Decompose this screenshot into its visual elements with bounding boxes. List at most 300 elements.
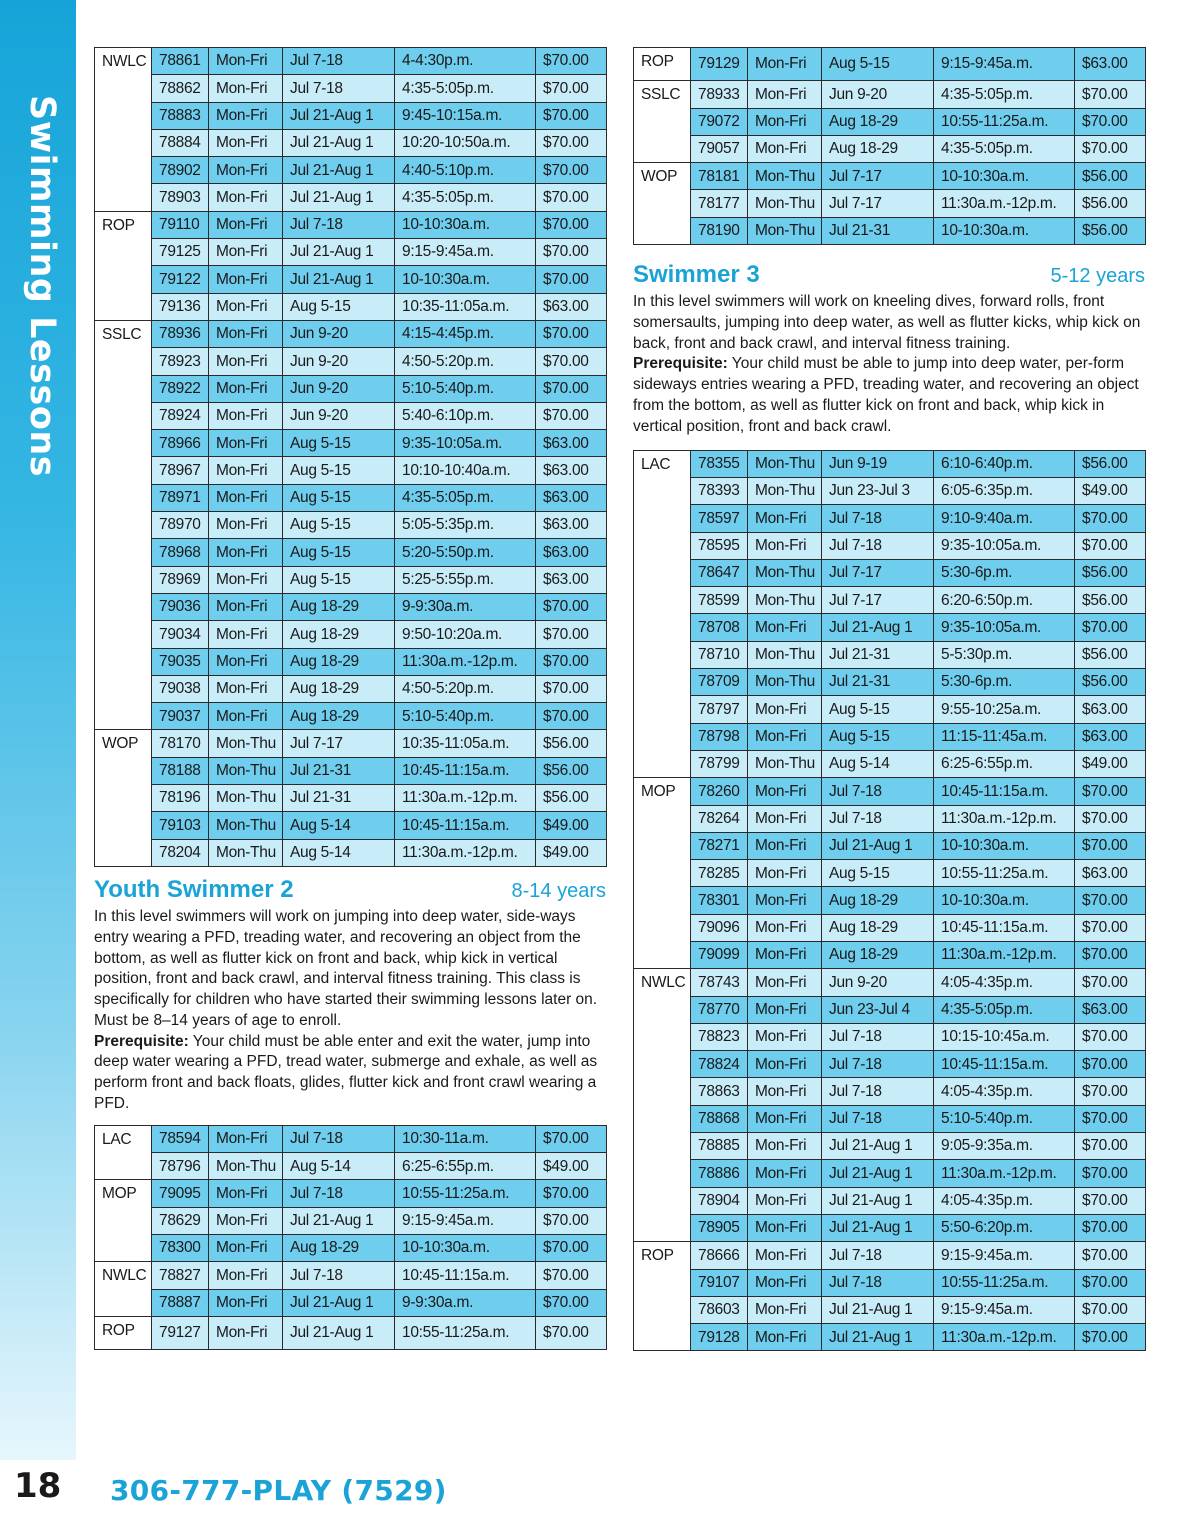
table-row: [634, 1133, 1146, 1160]
table-row: [95, 785, 607, 812]
course-code-cell: 78301: [691, 887, 748, 914]
days-cell: Mon-Fri: [748, 1023, 822, 1050]
table-row: [95, 48, 607, 75]
table-row: [95, 375, 607, 402]
time-cell: 10:30-11a.m.: [395, 1125, 536, 1152]
table-row: [634, 505, 1146, 532]
days-cell: Mon-Fri: [209, 157, 283, 184]
time-cell: 10:45-11:15a.m.: [934, 1051, 1075, 1078]
table-row: [634, 135, 1146, 162]
days-cell: Mon-Fri: [748, 1078, 822, 1105]
youth-swimmer-2-header: [94, 876, 606, 904]
time-cell: 4:50-5:20p.m.: [395, 675, 536, 702]
table-row: [634, 1242, 1146, 1269]
location-cell: WOP: [634, 163, 691, 245]
days-cell: Mon-Fri: [748, 1051, 822, 1078]
days-cell: Mon-Fri: [748, 914, 822, 941]
section-age: 5-12 years: [1050, 265, 1145, 288]
time-cell: 10:55-11:25a.m.: [934, 108, 1075, 135]
course-code-cell: 79035: [152, 648, 209, 675]
fee-cell: $56.00: [1075, 587, 1146, 614]
days-cell: Mon-Fri: [748, 1160, 822, 1187]
table-row: [634, 1160, 1146, 1187]
time-cell: 5:40-6:10p.m.: [395, 402, 536, 429]
course-code-cell: 78603: [691, 1296, 748, 1323]
table-row: [634, 1296, 1146, 1323]
dates-cell: Jul 7-18: [822, 1078, 934, 1105]
section-age: 8-14 years: [511, 879, 606, 902]
table-row: [634, 81, 1146, 108]
course-code-cell: 78393: [691, 477, 748, 504]
table-row: [634, 163, 1146, 190]
time-cell: 9:15-9:45a.m.: [934, 1296, 1075, 1323]
course-code-cell: 78647: [691, 559, 748, 586]
course-code-cell: 78177: [691, 190, 748, 217]
schedule-table-swimmer-3: [633, 450, 1146, 1352]
time-cell: 11:30a.m.-12p.m.: [934, 190, 1075, 217]
dates-cell: Jun 9-19: [822, 450, 934, 477]
time-cell: 9:50-10:20a.m.: [395, 621, 536, 648]
fee-cell: $63.00: [536, 430, 607, 457]
time-cell: 10:35-11:05a.m.: [395, 730, 536, 757]
dates-cell: Jul 7-18: [822, 1023, 934, 1050]
days-cell: Mon-Fri: [209, 539, 283, 566]
sidebar-title: Swimming Lessons: [22, 95, 62, 478]
course-code-cell: 78966: [152, 430, 209, 457]
dates-cell: Jun 9-20: [283, 348, 395, 375]
dates-cell: Jul 21-Aug 1: [283, 239, 395, 266]
course-code-cell: 78933: [691, 81, 748, 108]
course-code-cell: 78885: [691, 1133, 748, 1160]
course-code-cell: 78796: [152, 1153, 209, 1180]
dates-cell: Jul 21-Aug 1: [822, 1133, 934, 1160]
fee-cell: $70.00: [536, 102, 607, 129]
left-column: [94, 47, 606, 1350]
location-cell: ROP: [634, 1242, 691, 1351]
course-code-cell: 78936: [152, 320, 209, 347]
dates-cell: Jul 21-Aug 1: [822, 614, 934, 641]
time-cell: 9-9:30a.m.: [395, 593, 536, 620]
course-code-cell: 78260: [691, 778, 748, 805]
course-code-cell: 78862: [152, 75, 209, 102]
course-code-cell: 78204: [152, 839, 209, 866]
table-row: [95, 184, 607, 211]
fee-cell: $70.00: [1075, 1133, 1146, 1160]
time-cell: 5:10-5:40p.m.: [934, 1105, 1075, 1132]
time-cell: 4:50-5:20p.m.: [395, 348, 536, 375]
fee-cell: $70.00: [1075, 1269, 1146, 1296]
fee-cell: $63.00: [536, 457, 607, 484]
dates-cell: Jul 21-31: [283, 785, 395, 812]
table-row: [95, 839, 607, 866]
days-cell: Mon-Fri: [209, 1180, 283, 1207]
table-row: [95, 1180, 607, 1207]
fee-cell: $70.00: [536, 703, 607, 730]
dates-cell: Aug 5-15: [822, 48, 934, 81]
course-code-cell: 78285: [691, 860, 748, 887]
course-code-cell: 79122: [152, 266, 209, 293]
table-row: [95, 1125, 607, 1152]
phone-number: 306-777-PLAY (7529): [110, 1474, 447, 1507]
fee-cell: $70.00: [1075, 1051, 1146, 1078]
dates-cell: Aug 18-29: [822, 942, 934, 969]
fee-cell: $70.00: [1075, 1296, 1146, 1323]
course-code-cell: 79096: [691, 914, 748, 941]
time-cell: 4:40-5:10p.m.: [395, 157, 536, 184]
table-row: [95, 675, 607, 702]
days-cell: Mon-Fri: [209, 1289, 283, 1316]
fee-cell: $70.00: [1075, 969, 1146, 996]
dates-cell: Jul 21-Aug 1: [822, 1324, 934, 1351]
time-cell: 6:20-6:50p.m.: [934, 587, 1075, 614]
location-cell: NWLC: [95, 1262, 152, 1317]
table-row: [95, 129, 607, 156]
dates-cell: Jul 21-Aug 1: [283, 1316, 395, 1349]
dates-cell: Jul 7-18: [822, 532, 934, 559]
fee-cell: $70.00: [1075, 1160, 1146, 1187]
days-cell: Mon-Fri: [209, 1235, 283, 1262]
table-row: [95, 512, 607, 539]
dates-cell: Aug 18-29: [822, 135, 934, 162]
table-row: [95, 457, 607, 484]
days-cell: Mon-Fri: [748, 996, 822, 1023]
dates-cell: Jun 23-Jul 4: [822, 996, 934, 1023]
days-cell: Mon-Fri: [209, 593, 283, 620]
table-row: [634, 750, 1146, 777]
days-cell: Mon-Fri: [748, 1214, 822, 1241]
table-row: [634, 723, 1146, 750]
time-cell: 5:10-5:40p.m.: [395, 375, 536, 402]
table-row: [95, 239, 607, 266]
days-cell: Mon-Thu: [748, 217, 822, 244]
time-cell: 4:15-4:45p.m.: [395, 320, 536, 347]
days-cell: Mon-Thu: [209, 839, 283, 866]
time-cell: 9:35-10:05a.m.: [934, 532, 1075, 559]
fee-cell: $70.00: [536, 402, 607, 429]
time-cell: 10:20-10:50a.m.: [395, 129, 536, 156]
time-cell: 11:30a.m.-12p.m.: [934, 942, 1075, 969]
dates-cell: Jul 7-17: [822, 163, 934, 190]
fee-cell: $56.00: [1075, 450, 1146, 477]
table-row: [95, 320, 607, 347]
dates-cell: Aug 5-15: [822, 723, 934, 750]
days-cell: Mon-Fri: [209, 648, 283, 675]
table-row: [634, 450, 1146, 477]
days-cell: Mon-Fri: [748, 778, 822, 805]
fee-cell: $70.00: [1075, 832, 1146, 859]
dates-cell: Jul 21-31: [283, 757, 395, 784]
dates-cell: Jul 21-31: [822, 669, 934, 696]
fee-cell: $63.00: [536, 566, 607, 593]
time-cell: 11:30a.m.-12p.m.: [395, 839, 536, 866]
location-cell: MOP: [634, 778, 691, 969]
location-cell: NWLC: [634, 969, 691, 1242]
table-row: [95, 539, 607, 566]
course-code-cell: 79036: [152, 593, 209, 620]
fee-cell: $70.00: [536, 375, 607, 402]
days-cell: Mon-Fri: [209, 703, 283, 730]
dates-cell: Aug 5-14: [283, 812, 395, 839]
time-cell: 10-10:30a.m.: [934, 163, 1075, 190]
table-row: [634, 914, 1146, 941]
fee-cell: $70.00: [536, 593, 607, 620]
fee-cell: $70.00: [1075, 1078, 1146, 1105]
days-cell: Mon-Fri: [209, 621, 283, 648]
time-cell: 10-10:30a.m.: [934, 832, 1075, 859]
time-cell: 10:15-10:45a.m.: [934, 1023, 1075, 1050]
fee-cell: $49.00: [536, 1153, 607, 1180]
days-cell: Mon-Fri: [209, 293, 283, 320]
time-cell: 4:35-5:05p.m.: [395, 184, 536, 211]
days-cell: Mon-Fri: [209, 402, 283, 429]
days-cell: Mon-Thu: [748, 477, 822, 504]
time-cell: 11:30a.m.-12p.m.: [934, 1324, 1075, 1351]
course-code-cell: 78271: [691, 832, 748, 859]
time-cell: 9:15-9:45a.m.: [934, 48, 1075, 81]
course-code-cell: 78887: [152, 1289, 209, 1316]
days-cell: Mon-Fri: [748, 108, 822, 135]
dates-cell: Jul 21-Aug 1: [283, 184, 395, 211]
course-code-cell: 78188: [152, 757, 209, 784]
table-row: [95, 1262, 607, 1289]
course-code-cell: 78629: [152, 1207, 209, 1234]
time-cell: 10:45-11:15a.m.: [395, 757, 536, 784]
dates-cell: Jul 7-18: [822, 778, 934, 805]
table-row: [634, 1051, 1146, 1078]
fee-cell: $70.00: [1075, 1105, 1146, 1132]
table-row: [95, 757, 607, 784]
days-cell: Mon-Fri: [209, 320, 283, 347]
dates-cell: Aug 5-14: [283, 839, 395, 866]
fee-cell: $56.00: [1075, 190, 1146, 217]
days-cell: Mon-Fri: [209, 75, 283, 102]
fee-cell: $70.00: [536, 266, 607, 293]
fee-cell: $56.00: [536, 785, 607, 812]
table-row: [95, 566, 607, 593]
time-cell: 5:10-5:40p.m.: [395, 703, 536, 730]
fee-cell: $70.00: [1075, 887, 1146, 914]
location-cell: ROP: [95, 1316, 152, 1349]
course-code-cell: 78170: [152, 730, 209, 757]
days-cell: Mon-Thu: [209, 730, 283, 757]
table-row: [95, 266, 607, 293]
time-cell: 9:35-10:05a.m.: [395, 430, 536, 457]
dates-cell: Jul 7-18: [283, 1125, 395, 1152]
dates-cell: Aug 18-29: [283, 593, 395, 620]
dates-cell: Aug 5-15: [822, 860, 934, 887]
dates-cell: Jul 7-18: [822, 505, 934, 532]
table-row: [95, 593, 607, 620]
days-cell: Mon-Thu: [748, 750, 822, 777]
course-code-cell: 79037: [152, 703, 209, 730]
table-row: [634, 217, 1146, 244]
fee-cell: $70.00: [536, 129, 607, 156]
dates-cell: Jul 7-18: [283, 75, 395, 102]
course-code-cell: 78799: [691, 750, 748, 777]
fee-cell: $49.00: [1075, 477, 1146, 504]
course-code-cell: 79136: [152, 293, 209, 320]
course-code-cell: 78922: [152, 375, 209, 402]
days-cell: Mon-Thu: [209, 757, 283, 784]
table-row: [95, 430, 607, 457]
table-row: [634, 805, 1146, 832]
fee-cell: $49.00: [536, 839, 607, 866]
days-cell: Mon-Thu: [209, 812, 283, 839]
days-cell: Mon-Fri: [748, 860, 822, 887]
course-code-cell: 78355: [691, 450, 748, 477]
course-code-cell: 78666: [691, 1242, 748, 1269]
course-code-cell: 79103: [152, 812, 209, 839]
days-cell: Mon-Fri: [748, 48, 822, 81]
schedule-table-swimmer-2-cont: [94, 47, 607, 867]
days-cell: Mon-Fri: [209, 430, 283, 457]
dates-cell: Aug 5-15: [283, 566, 395, 593]
time-cell: 4:35-5:05p.m.: [934, 81, 1075, 108]
days-cell: Mon-Fri: [748, 135, 822, 162]
time-cell: 11:15-11:45a.m.: [934, 723, 1075, 750]
time-cell: 4:35-5:05p.m.: [934, 996, 1075, 1023]
fee-cell: $70.00: [1075, 532, 1146, 559]
dates-cell: Jul 21-Aug 1: [822, 1296, 934, 1323]
prerequisite-text: Your child must be able enter and exit the water, jump into deep water wearing a PFD, tread water, submerge and exhale, as well as perform front and back floats, glides, flutter kick and front crawl wearing a PFD.: [94, 1032, 598, 1113]
time-cell: 9:15-9:45a.m.: [395, 239, 536, 266]
dates-cell: Aug 18-29: [822, 108, 934, 135]
fee-cell: $56.00: [1075, 163, 1146, 190]
fee-cell: $70.00: [1075, 1187, 1146, 1214]
swimmer-3-header: [633, 261, 1145, 289]
fee-cell: $70.00: [536, 1207, 607, 1234]
table-row: [95, 293, 607, 320]
table-row: [95, 211, 607, 238]
course-code-cell: 78905: [691, 1214, 748, 1241]
days-cell: Mon-Thu: [748, 587, 822, 614]
days-cell: Mon-Fri: [209, 484, 283, 511]
location-cell: LAC: [95, 1125, 152, 1180]
days-cell: Mon-Fri: [209, 375, 283, 402]
table-row: [634, 860, 1146, 887]
time-cell: 10:55-11:25a.m.: [395, 1316, 536, 1349]
dates-cell: Aug 5-14: [283, 1153, 395, 1180]
days-cell: Mon-Fri: [748, 969, 822, 996]
days-cell: Mon-Fri: [209, 675, 283, 702]
table-row: [634, 669, 1146, 696]
dates-cell: Aug 18-29: [822, 914, 934, 941]
fee-cell: $70.00: [536, 75, 607, 102]
table-row: [634, 641, 1146, 668]
table-row: [634, 532, 1146, 559]
fee-cell: $63.00: [1075, 48, 1146, 81]
course-code-cell: 78595: [691, 532, 748, 559]
days-cell: Mon-Fri: [748, 696, 822, 723]
table-row: [634, 969, 1146, 996]
days-cell: Mon-Fri: [748, 1324, 822, 1351]
fee-cell: $70.00: [536, 648, 607, 675]
time-cell: 10:45-11:15a.m.: [934, 778, 1075, 805]
fee-cell: $56.00: [536, 730, 607, 757]
time-cell: 9:10-9:40a.m.: [934, 505, 1075, 532]
course-code-cell: 78599: [691, 587, 748, 614]
fee-cell: $56.00: [1075, 669, 1146, 696]
days-cell: Mon-Fri: [748, 887, 822, 914]
dates-cell: Aug 5-15: [283, 512, 395, 539]
course-code-cell: 79072: [691, 108, 748, 135]
fee-cell: $70.00: [1075, 778, 1146, 805]
time-cell: 5:30-6p.m.: [934, 559, 1075, 586]
days-cell: Mon-Fri: [209, 566, 283, 593]
dates-cell: Aug 5-15: [822, 696, 934, 723]
course-code-cell: 78863: [691, 1078, 748, 1105]
location-cell: WOP: [95, 730, 152, 866]
time-cell: 6:10-6:40p.m.: [934, 450, 1075, 477]
fee-cell: $70.00: [536, 1289, 607, 1316]
course-code-cell: 78904: [691, 1187, 748, 1214]
days-cell: Mon-Thu: [748, 190, 822, 217]
days-cell: Mon-Fri: [209, 1125, 283, 1152]
course-code-cell: 78743: [691, 969, 748, 996]
time-cell: 10-10:30a.m.: [395, 266, 536, 293]
dates-cell: Aug 18-29: [822, 887, 934, 914]
course-code-cell: 78797: [691, 696, 748, 723]
time-cell: 9:45-10:15a.m.: [395, 102, 536, 129]
dates-cell: Jul 21-Aug 1: [283, 1289, 395, 1316]
dates-cell: Jul 7-17: [822, 559, 934, 586]
course-code-cell: 78903: [152, 184, 209, 211]
course-code-cell: 79127: [152, 1316, 209, 1349]
time-cell: 10-10:30a.m.: [395, 211, 536, 238]
fee-cell: $63.00: [1075, 860, 1146, 887]
dates-cell: Aug 5-14: [822, 750, 934, 777]
fee-cell: $63.00: [536, 484, 607, 511]
time-cell: 9:55-10:25a.m.: [934, 696, 1075, 723]
table-row: [634, 778, 1146, 805]
dates-cell: Jul 7-18: [283, 1180, 395, 1207]
time-cell: 11:30a.m.-12p.m.: [395, 648, 536, 675]
table-row: [634, 1269, 1146, 1296]
table-row: [634, 190, 1146, 217]
table-row: [634, 1187, 1146, 1214]
table-row: [634, 614, 1146, 641]
table-row: [634, 696, 1146, 723]
course-code-cell: 78196: [152, 785, 209, 812]
table-row: [95, 75, 607, 102]
days-cell: Mon-Fri: [748, 614, 822, 641]
days-cell: Mon-Fri: [748, 1269, 822, 1296]
table-row: [634, 48, 1146, 81]
days-cell: Mon-Fri: [209, 129, 283, 156]
dates-cell: Jul 7-18: [822, 1105, 934, 1132]
course-code-cell: 78264: [691, 805, 748, 832]
time-cell: 5:05-5:35p.m.: [395, 512, 536, 539]
time-cell: 10:45-11:15a.m.: [395, 812, 536, 839]
fee-cell: $70.00: [1075, 614, 1146, 641]
fee-cell: $70.00: [1075, 805, 1146, 832]
time-cell: 5-5:30p.m.: [934, 641, 1075, 668]
dates-cell: Jul 21-Aug 1: [822, 1160, 934, 1187]
course-code-cell: 79110: [152, 211, 209, 238]
course-code-cell: 79125: [152, 239, 209, 266]
table-row: [95, 1235, 607, 1262]
course-code-cell: 78827: [152, 1262, 209, 1289]
course-code-cell: 79107: [691, 1269, 748, 1296]
course-code-cell: 79034: [152, 621, 209, 648]
days-cell: Mon-Fri: [748, 832, 822, 859]
table-row: [634, 996, 1146, 1023]
table-row: [95, 812, 607, 839]
time-cell: 10:55-11:25a.m.: [934, 1269, 1075, 1296]
course-code-cell: 78710: [691, 641, 748, 668]
days-cell: Mon-Fri: [209, 512, 283, 539]
dates-cell: Jun 9-20: [283, 375, 395, 402]
